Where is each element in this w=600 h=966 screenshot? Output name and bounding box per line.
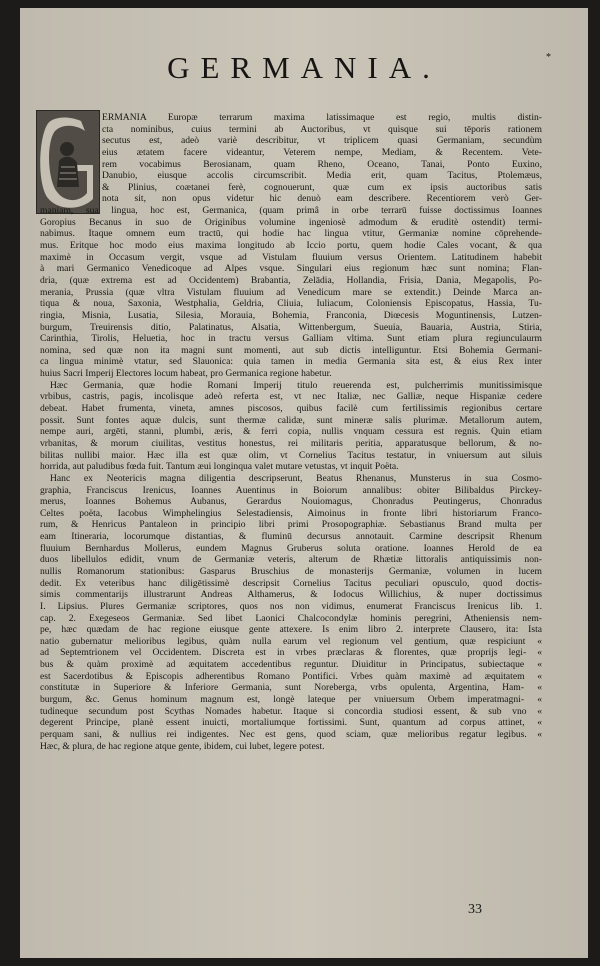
text-line: bus & quàm proximè ad æquitatem accedentibus reguntur. Diuiditur in Principatus, subiectaque « <box>40 659 542 671</box>
text-line: ca lingua minimè vtatur, sed Slauonica: quia tamen in media Germania sita est, & eius Rex inter <box>40 356 542 368</box>
text-line: vrbibus, castris, pagis, incolisque adeò referta est, vt nec Italiæ, nec Galliæ, neque Hispaniæ cedere <box>40 391 542 403</box>
text-line: pe, hæc quædam de hac regione eiusque gente attexere. Is enim libro 2. interprete Clausero, ita: Ista <box>40 624 542 636</box>
text-line: perquam sani, & nullius rei indigentes. Nec est gens, quod sciam, quæ melioribus regatur legibus. « <box>40 728 542 740</box>
text-line: tudineque secundum post Scythas Nomades habetur. Itaque si concordia studiosi essent, & sub vno « <box>40 705 542 717</box>
text-line: eius ætatem facere videantur, Veterem nempe, Mediam, & Recentem. Vete- <box>102 146 542 158</box>
text-line: ringia, Misnia, Lusatia, Silesia, Morauia, Bohemia, Franconia, Diœcesis Moguntinensis, Lutzen- <box>40 309 542 321</box>
text-line: horrida, aut paludibus fœda fuit. Tantum æui longinqua valet mutare vetustas, vt inquit Poëta. <box>40 461 399 473</box>
text-line: Carinthia, Tirolis, Heluetia, hoc in tractu versus Galliam vltima. Sunt etiam plura regiunculaurm <box>40 333 542 345</box>
text-line: natio gubernatur melioribus legibus, quàm nulla earum vel regionum vel gentium, quæ respiciunt « <box>40 635 542 647</box>
text-line: I. Lipsius. Plures Germaniæ scriptores, quos nos non vidimus, enumerat Franciscus Irenicus lib. 1. <box>40 600 542 612</box>
text-line: duos libellulos edidit, vnum de Germaniæ veteris, alterum de Rhætiæ littoralis antiquissimis non- <box>40 554 542 566</box>
text-line: maniam, sua lingua, hoc est, Germanica, (quam primâ in orbe terrarū fuisse doctissimus Ioannes <box>40 205 542 217</box>
text-line: rum, & Henricus Pantaleon in principio libri primi Prosopographiæ. Sebastianus Brand multa per <box>40 519 542 531</box>
text-line: eam Itineraria, locorumque distantias, & fluminū decursus annotauit. Carmine descripsit Rhenum <box>40 531 542 543</box>
text-line: maximè in Occasum vergit, vsque ad Vistulam fluuium versus Orientem. Latitudinem habebit <box>40 251 542 263</box>
text-line: burgum, &c. Genus hominum magnum est, longè lateque per vniuersum Orbem imperatmagni- « <box>40 694 542 706</box>
book-page <box>20 8 588 958</box>
text-line: mus. Eritque hoc modo eius maxima longitudo ab Iccio portu, quem hodie Cales vocant, & qua <box>40 240 542 252</box>
text-line: huius Sacri Imperij Electores locum habeat, pro Germanica regione habetur. <box>40 368 332 380</box>
text-line: Hæc Germania, quæ hodie Romani Imperij titulo reuerenda est, pulcherrimis munitissimisque <box>50 379 542 391</box>
page-title: GERMANIA. <box>167 50 441 85</box>
text-line: merania, Prussia (quæ vltra Vistulam fluuium ad Venedicum mare se extendit.) Deinde Marca an- <box>40 286 542 298</box>
text-line: nabimus. Itaque omnem eum tractū, qui hodie hac lingua vtitur, Germaniæ nomine cōprehende- <box>40 228 542 240</box>
text-line: à mari Germanico Venedicoque ad Alpes vsque. Singulari eius regionum hæc sunt nomina; Flan- <box>40 263 542 275</box>
text-line: ERMANIA Europæ terrarum maxima latissimaque est regio, multis distin- <box>102 112 542 123</box>
text-line: constitutæ in Superiore & Inferiore Germania, sunt Noreberga, vrbs opulenta, Argentina, Ham- « <box>40 682 542 694</box>
text-line: burgum, Treuirensis ditio, Palatinatus, Alsatia, Wittenbergum, Sueuia, Bauaria, Austria, Stiria, <box>40 321 542 333</box>
text-line: ad Septemtrionem vel Occidentem. Discreta est in vrbes præclaras & florentes, quæ proprijs legi- « <box>40 647 542 659</box>
text-line: Hanc ex Neotericis magna diligentia descripserunt, Beatus Rhenanus, Munsterus in sua Cosmo- <box>50 472 542 484</box>
text-line: nullis Romanorum stationibus: Gasparus Bruschius de monasterijs Germaniæ, volumen in lucem <box>40 565 542 577</box>
text-line: nota sit, non opus videtur hic denuò eam describere. Recentiorem verò Ger- <box>102 193 542 205</box>
text-line: secutus est, adeò variè describitur, vt triplicem quasi Germaniam, secundùm <box>102 135 542 147</box>
text-line: bilitas nullibi maior. Hæc illa est quæ olim, vt Cornelius Tacitus testatur, in vniuersum aut siluis <box>40 449 542 461</box>
text-line: graphia, Franciscus Irenicus, Ioannes Auentinus in Boiorum annalibus: obiter Bilibaldus Pirckey- <box>40 484 542 496</box>
text-line: nempe auri, argēti, stanni, plumbi, æris, & ferri copia, nullis vnquam cessura est regnis. Quin etiam <box>40 426 542 438</box>
text-line: vrbanitas, & morum ciuilitas, vestitus honestus, rei militaris peritia, apparatusque bellorum, & no- <box>40 437 542 449</box>
text-line: & Plinius, coætanei ferè, cognouerunt, quæ cum ex ipsis auctoribus satis <box>102 181 542 193</box>
text-line: cta nominibus, cuius termini ab Auctoribus, vt quisque sui tēporis rationem <box>102 123 542 135</box>
text-line: rem vocabimus Berosianam, quam Rheno, Oceano, Tanai, Ponto Euxino, <box>102 158 542 170</box>
text-line: dedit. Ex veteribus hanc diligētissimè descripsit Cornelius Tacitus peculiari opusculo, quod doctis- <box>40 577 542 589</box>
text-line: merus, Ioannes Bohemus Aubanus, Gerardus Nouiomagus, Chonradus Peutingerus, Chonradus <box>40 496 542 508</box>
text-line: possit. Sunt fontes aquæ dulcis, sunt thermæ calidæ, sunt mineræ salis plurimæ. Metallorum autem, <box>40 414 542 426</box>
text-line: Hæc, & plura, de hac regione atque gente, ibidem, cui lubet, legere potest. <box>40 740 325 752</box>
text-line: est Sacerdotibus & Episcopis adherentibus Romano Pontifici. Vrbes quàm maximè ad æquitatem « <box>40 670 542 682</box>
text-line: Celtes poëta, Iacobus Wimphelingius Selestadiensis, Aimoinus in fronte libri historiarum Franco- <box>40 507 542 519</box>
text-line: Danubio, eiusque accolis circumscribit. Media erit, quam Tacitus, Ptolemæus, <box>102 170 542 182</box>
text-line: dria, (quæ extrema est ad Occidentem) Brabantia, Zelādia, Hollandia, Frisia, Dania, Megapolis, Po- <box>40 274 542 286</box>
text-line: tiqua & noua, Saxonia, Westphalia, Geldria, Cliuia, Iuliacum, Coloniensis Episcopatus, Hassia, Tu- <box>40 298 542 310</box>
page-mark: * <box>546 52 551 63</box>
text-line: debeat. Habet frumenta, vineta, amnes piscosos, quibus facilè cum fertilissimis regionibus certare <box>40 403 542 415</box>
text-line: nomina, sed quæ non ita magni sunt momenti, aut sub dictis intelliguntur. Etsi Bohemia Germani- <box>40 344 542 356</box>
body-text <box>40 112 542 752</box>
page-number: 33 <box>468 902 482 917</box>
text-line: simis commentarijs illustrarunt Andreas Althamerus, & Iodocus Willichius, & nuper doctissimus <box>40 589 542 601</box>
text-line: degerent Principe, planè essent inuicti, mortaliumque fortissimi. Sunt, quantum ad corpus attinet, « <box>40 717 542 729</box>
text-line: cap. 2. Exegeseos Germaniæ. Sed libet Laonici Chalcocondylæ hominis peregrini, Atheniensis nem- <box>40 612 542 624</box>
text-line: fluuium Bernhardus Mollerus, eundem Magnus Gruberus soluta oratione. Ioannes Herold de ea <box>40 542 542 554</box>
text-line: Goropius Becanus in suo de Originibus volumine ingeniosè admodum & eruditè ostendit) termi- <box>40 216 542 228</box>
